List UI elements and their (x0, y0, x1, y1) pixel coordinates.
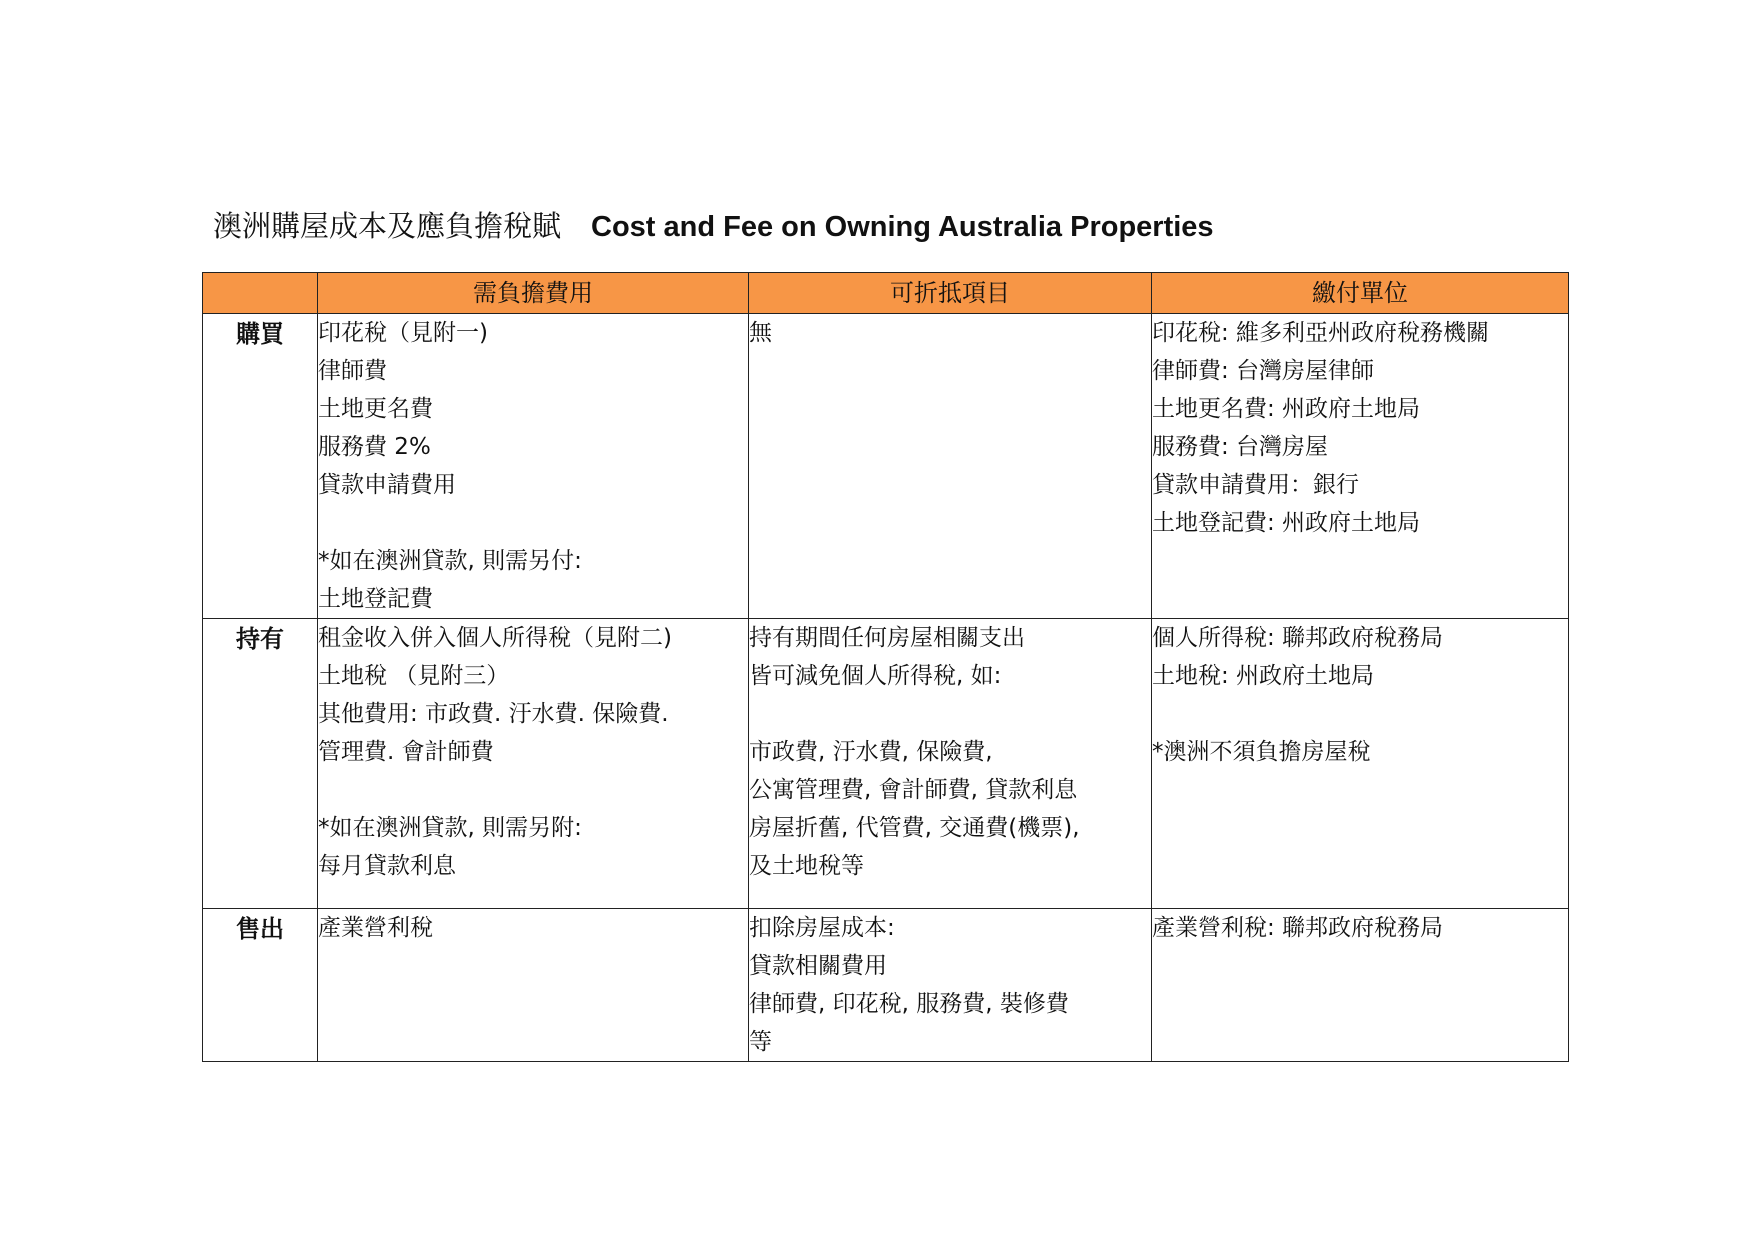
cell-line: 土地登記費 (318, 586, 433, 612)
cell-line: 土地更名費 (318, 396, 433, 422)
cell-line: 土地更名費: 州政府土地局 (1152, 396, 1421, 422)
cell-line: 產業營利稅 (318, 915, 433, 941)
cell-line: 服務費: 台灣房屋 (1152, 434, 1329, 460)
header-row (203, 273, 1569, 314)
cell-line: 皆可減免個人所得稅, 如: (749, 663, 1002, 689)
row-label-buy: 購買 (203, 314, 318, 619)
cell-line: 印花稅: 維多利亞州政府稅務機關 (1152, 320, 1490, 346)
cell-line: 房屋折舊, 代管費, 交通費(機票), (749, 815, 1080, 841)
row-label-hold: 持有 (203, 619, 318, 909)
title-en: Cost and Fee on Owning Australia Properties (591, 211, 1214, 243)
hold-fees-cell (318, 619, 749, 909)
header-blank (203, 273, 318, 314)
cell-line: 貸款相關費用 (749, 953, 887, 979)
table-row-sell (203, 909, 1569, 1062)
table-row-buy (203, 314, 1569, 619)
cell-line: 無 (749, 320, 772, 346)
cell-line: *澳洲不須負擔房屋稅 (1152, 739, 1371, 765)
cell-line: 每月貸款利息 (318, 853, 456, 879)
cell-line: 租金收入併入個人所得稅（見附二) (318, 625, 672, 651)
cell-line: 貸款申請費用：銀行 (1152, 472, 1359, 498)
sell-deductible-cell (749, 909, 1152, 1062)
cell-line: 土地登記費: 州政府土地局 (1152, 510, 1421, 536)
cell-line: 市政費, 汙水費, 保險費, (749, 739, 993, 765)
hold-payee-cell (1152, 619, 1569, 909)
page-title (213, 206, 1214, 247)
header-payee: 繳付單位 (1152, 273, 1569, 314)
buy-deductible-cell (749, 314, 1152, 619)
buy-fees-cell (318, 314, 749, 619)
buy-payee-cell (1152, 314, 1569, 619)
cell-line: 管理費. 會計師費 (318, 739, 494, 765)
sell-fees-cell (318, 909, 749, 1062)
table-row-hold (203, 619, 1569, 909)
sell-payee-cell (1152, 909, 1569, 1062)
cell-line (318, 504, 748, 542)
cell-line: 公寓管理費, 會計師費, 貸款利息 (749, 777, 1078, 803)
cell-line: 其他費用: 市政費. 汙水費. 保險費. (318, 701, 669, 727)
cell-line (1152, 695, 1568, 733)
cell-line: 及土地稅等 (749, 853, 864, 879)
cell-line: 印花稅（見附一) (318, 320, 488, 346)
cell-line: 律師費 (318, 358, 387, 384)
cell-line: 服務費 2% (318, 434, 431, 460)
cell-line: 律師費: 台灣房屋律師 (1152, 358, 1375, 384)
cell-line: 土地稅 （見附三） (318, 663, 510, 689)
title-zh: 澳洲購屋成本及應負擔稅賦 (213, 209, 562, 243)
cell-line: *如在澳洲貸款, 則需另附: (318, 815, 582, 841)
cell-line: 個人所得稅: 聯邦政府稅務局 (1152, 625, 1444, 651)
fee-table (202, 272, 1569, 1062)
cell-line: 貸款申請費用 (318, 472, 456, 498)
cell-line: 律師費, 印花稅, 服務費, 裝修費 (749, 991, 1069, 1017)
cell-line: 扣除房屋成本: (749, 915, 895, 941)
cell-line: 產業營利稅: 聯邦政府稅務局 (1152, 915, 1444, 941)
cell-line (749, 695, 1151, 733)
hold-deductible-cell (749, 619, 1152, 909)
header-deductible: 可折抵項目 (749, 273, 1152, 314)
cell-line: 等 (749, 1029, 772, 1055)
cell-line: 土地稅: 州政府土地局 (1152, 663, 1375, 689)
header-fees: 需負擔費用 (318, 273, 749, 314)
cell-line (318, 771, 748, 809)
cell-line: *如在澳洲貸款, 則需另付: (318, 548, 582, 574)
cell-line: 持有期間任何房屋相關支出 (749, 625, 1025, 651)
row-label-sell: 售出 (203, 909, 318, 1062)
